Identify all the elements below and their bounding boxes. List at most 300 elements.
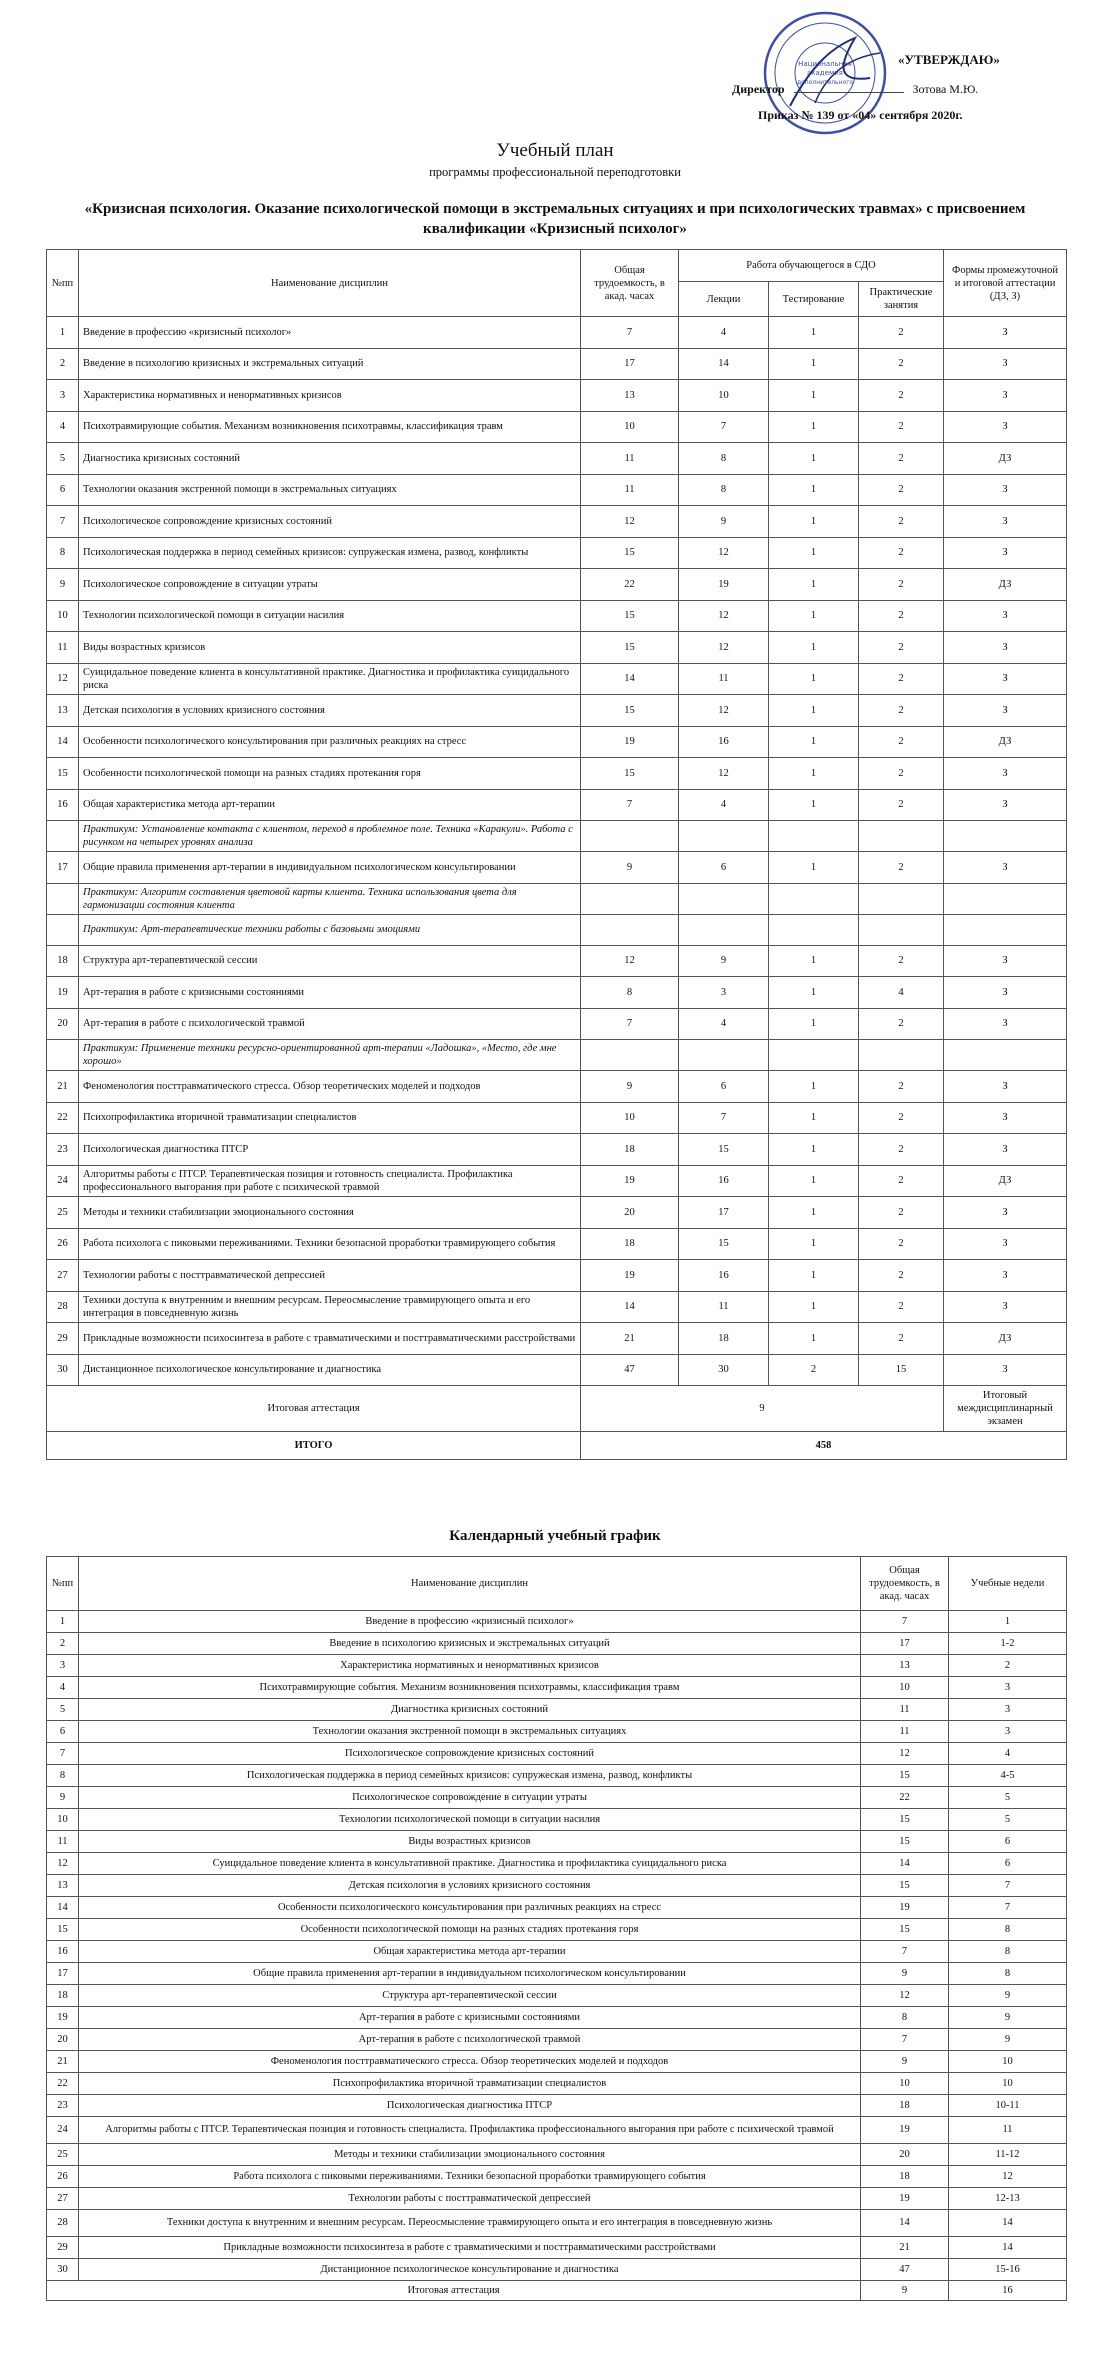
sched-weeks: 10 [949,2051,1067,2073]
sched-row-num: 28 [47,2210,79,2237]
sched-discipline-name: Техники доступа к внутренним и внешним ресурсам. Переосмысление травмирующего опыта и его интеграция в повседневную жизнь [79,2210,861,2237]
schedule-row [47,2095,1067,2117]
attestation-form: З [944,632,1067,664]
sched-discipline-name: Психологическое сопровождение в ситуации утраты [79,1787,861,1809]
total-hours: 10 [581,1102,679,1134]
sched-discipline-name: Работа психолога с пиковыми переживаниями. Техники безопасной проработки травмирующего события [79,2166,861,2188]
schedule-row [47,2259,1067,2281]
table-row [47,758,1067,790]
sched-total-hours: 11 [861,1721,949,1743]
testing-hours: 1 [769,1323,859,1355]
program-heading: «Кризисная психология. Оказание психологической помощи в экстремальных ситуациях и при психологических травмах» с присвоением квалификации «Кризисный психолог» [84,201,1026,237]
sched-row-num: 10 [47,1809,79,1831]
sched-total-hours: 17 [861,1633,949,1655]
table-row [47,474,1067,506]
practicum-empty-cell [769,914,859,945]
sched-header-total: Общая трудоемкость, в акад. часах [861,1557,949,1611]
total-hours: 19 [581,1260,679,1292]
sched-row-num: 6 [47,1721,79,1743]
sched-weeks: 9 [949,2007,1067,2029]
practical-hours: 2 [859,600,944,632]
schedule-row [47,1655,1067,1677]
testing-hours: 1 [769,506,859,538]
total-value: 458 [581,1432,1067,1460]
sched-row-num: 29 [47,2237,79,2259]
schedule-row [47,1611,1067,1633]
lecture-hours: 4 [679,1008,769,1040]
header-lectures: Лекции [679,282,769,317]
attestation-form: ДЗ [944,1323,1067,1355]
schedule-row [47,1985,1067,2007]
practical-hours: 2 [859,348,944,380]
total-hours: 15 [581,632,679,664]
practical-hours: 2 [859,506,944,538]
discipline-name: Особенности психологического консультирования при различных реакциях на стресс [79,726,581,758]
sched-total-hours: 21 [861,2237,949,2259]
final-label: Итоговая аттестация [47,1386,581,1432]
sched-total-hours: 47 [861,2259,949,2281]
row-num: 5 [47,443,79,475]
sched-total-hours: 9 [861,1963,949,1985]
sched-row-num: 27 [47,2188,79,2210]
sched-row-num: 8 [47,1765,79,1787]
practicum-empty-cell [581,1040,679,1071]
sched-total-hours: 12 [861,1743,949,1765]
header-forms: Формы промежуточной и итоговой аттестации (ДЗ, З) [944,250,1067,317]
sched-discipline-name: Методы и техники стабилизации эмоционального состояния [79,2144,861,2166]
row-num: 7 [47,506,79,538]
testing-hours: 1 [769,1102,859,1134]
practicum-row [47,1040,1067,1071]
lecture-hours: 12 [679,758,769,790]
sched-weeks: 15-16 [949,2259,1067,2281]
sched-discipline-name: Дистанционное психологическое консультирование и диагностика [79,2259,861,2281]
testing-hours: 1 [769,600,859,632]
sched-weeks: 8 [949,1919,1067,1941]
sched-discipline-name: Феноменология посттравматического стресса. Обзор теоретических моделей и подходов [79,2051,861,2073]
row-num: 13 [47,695,79,727]
testing-hours: 1 [769,726,859,758]
schedule-row [47,2007,1067,2029]
testing-hours: 1 [769,1291,859,1323]
testing-hours: 1 [769,1260,859,1292]
discipline-name: Прикладные возможности психосинтеза в работе с травматическими и посттравматическими расстройствами [79,1323,581,1355]
practical-hours: 2 [859,1102,944,1134]
total-hours: 19 [581,1165,679,1197]
practicum-row [47,821,1067,852]
practicum-empty-cell [859,821,944,852]
lecture-hours: 11 [679,1291,769,1323]
practicum-empty-cell [581,821,679,852]
sched-weeks: 10 [949,2073,1067,2095]
total-hours: 17 [581,348,679,380]
schedule-row [47,2051,1067,2073]
table-row [47,1228,1067,1260]
attestation-form: З [944,695,1067,727]
approve-label: «УТВЕРЖДАЮ» [898,52,1000,67]
testing-hours: 2 [769,1354,859,1386]
attestation-form: З [944,317,1067,349]
lecture-hours: 6 [679,1071,769,1103]
practicum-empty-cell [769,883,859,914]
sched-discipline-name: Особенности психологической помощи на разных стадиях протекания горя [79,1919,861,1941]
testing-hours: 1 [769,758,859,790]
sched-row-num: 4 [47,1677,79,1699]
table-row [47,380,1067,412]
sched-discipline-name: Общие правила применения арт-терапии в индивидуальном психологическом консультировании [79,1963,861,1985]
sched-row-num: 9 [47,1787,79,1809]
curriculum-table [46,249,1067,1460]
row-num: 21 [47,1071,79,1103]
sched-weeks: 7 [949,1875,1067,1897]
row-num: 30 [47,1354,79,1386]
schedule-row [47,2117,1067,2144]
practical-hours: 2 [859,632,944,664]
practicum-text: Практикум: Установление контакта с клиентом, переход в проблемное поле. Техника «Каракули». Работа с рисунком на четырех уровнях анализа [79,821,581,852]
lecture-hours: 12 [679,600,769,632]
discipline-name: Введение в профессию «кризисный психолог» [79,317,581,349]
practical-hours: 2 [859,758,944,790]
practicum-empty-cell [581,914,679,945]
schedule-row [47,1963,1067,1985]
row-num: 2 [47,348,79,380]
table-row [47,1165,1067,1197]
sched-row-num: 2 [47,1633,79,1655]
sched-final-label: Итоговая аттестация [47,2281,861,2301]
practical-hours: 2 [859,1260,944,1292]
sched-weeks: 4-5 [949,1765,1067,1787]
row-num: 15 [47,758,79,790]
practical-hours: 4 [859,977,944,1009]
table-row [47,789,1067,821]
lecture-hours: 4 [679,317,769,349]
testing-hours: 1 [769,569,859,601]
row-num: 23 [47,1134,79,1166]
page-subtitle: программы профессиональной переподготовки [429,165,681,179]
attestation-form: З [944,1291,1067,1323]
sched-final-weeks: 16 [949,2281,1067,2301]
lecture-hours: 4 [679,789,769,821]
discipline-name: Психологическое сопровождение в ситуации утраты [79,569,581,601]
sched-row-num: 18 [47,1985,79,2007]
total-hours: 19 [581,726,679,758]
sched-row-num: 26 [47,2166,79,2188]
total-hours: 18 [581,1134,679,1166]
practical-hours: 2 [859,695,944,727]
sched-discipline-name: Характеристика нормативных и ненормативных кризисов [79,1655,861,1677]
sched-row-num: 7 [47,1743,79,1765]
sched-discipline-name: Психопрофилактика вторичной травматизации специалистов [79,2073,861,2095]
row-num: 8 [47,537,79,569]
total-hours: 15 [581,537,679,569]
practical-hours: 2 [859,1197,944,1229]
schedule-row [47,2166,1067,2188]
lecture-hours: 15 [679,1134,769,1166]
row-num: 24 [47,1165,79,1197]
table-row [47,1008,1067,1040]
table-row [47,1354,1067,1386]
sched-discipline-name: Алгоритмы работы с ПТСР. Терапевтическая позиция и готовность специалиста. Профилактика профессионального выгорания при работе с психической травмой [79,2117,861,2144]
practical-hours: 2 [859,537,944,569]
row-num: 16 [47,789,79,821]
total-label: ИТОГО [47,1432,581,1460]
sched-discipline-name: Психологическая поддержка в период семейных кризисов: супружеская измена, развод, конфликты [79,1765,861,1787]
practicum-empty-cell [944,1040,1067,1071]
schedule-row [47,1875,1067,1897]
table-row [47,1291,1067,1323]
discipline-name: Феноменология посттравматического стресса. Обзор теоретических моделей и подходов [79,1071,581,1103]
order-line: Приказ № 139 от «04» сентября 2020г. [758,108,963,122]
sched-total-hours: 13 [861,1655,949,1677]
sched-weeks: 5 [949,1787,1067,1809]
sched-row-num: 5 [47,1699,79,1721]
sched-total-hours: 14 [861,2210,949,2237]
total-hours: 7 [581,317,679,349]
sched-weeks: 5 [949,1809,1067,1831]
sched-weeks: 8 [949,1963,1067,1985]
total-hours: 14 [581,1291,679,1323]
attestation-form: З [944,474,1067,506]
sched-weeks: 3 [949,1677,1067,1699]
table-row [47,443,1067,475]
sched-row-num: 15 [47,1919,79,1941]
table-row [47,1102,1067,1134]
attestation-form: ДЗ [944,726,1067,758]
practical-hours: 2 [859,1165,944,1197]
sched-row-num: 16 [47,1941,79,1963]
practicum-empty-cell [769,1040,859,1071]
table-row [47,695,1067,727]
schedule-row [47,1765,1067,1787]
lecture-hours: 9 [679,506,769,538]
attestation-form: З [944,1197,1067,1229]
testing-hours: 1 [769,852,859,884]
discipline-name: Диагностика кризисных состояний [79,443,581,475]
practical-hours: 2 [859,1291,944,1323]
sched-weeks: 8 [949,1941,1067,1963]
testing-hours: 1 [769,1071,859,1103]
discipline-name: Виды возрастных кризисов [79,632,581,664]
practical-hours: 2 [859,1071,944,1103]
schedule-row [47,2210,1067,2237]
lecture-hours: 16 [679,726,769,758]
lecture-hours: 7 [679,1102,769,1134]
schedule-row [47,1853,1067,1875]
practical-hours: 2 [859,443,944,475]
attestation-form: З [944,758,1067,790]
practicum-num-cell [47,1040,79,1071]
lecture-hours: 8 [679,474,769,506]
table-row [47,600,1067,632]
sched-row-num: 14 [47,1897,79,1919]
row-num: 18 [47,945,79,977]
sched-discipline-name: Детская психология в условиях кризисного состояния [79,1875,861,1897]
sched-weeks: 3 [949,1699,1067,1721]
director-name: Зотова М.Ю. [912,82,979,96]
testing-hours: 1 [769,695,859,727]
discipline-name: Психологическое сопровождение кризисных состояний [79,506,581,538]
attestation-form: З [944,1134,1067,1166]
row-num: 25 [47,1197,79,1229]
attestation-form: З [944,1354,1067,1386]
practical-hours: 2 [859,726,944,758]
practicum-num-cell [47,883,79,914]
table-row [47,945,1067,977]
discipline-name: Техники доступа к внутренним и внешним ресурсам. Переосмысление травмирующего опыта и его интеграция в повседневную жизнь [79,1291,581,1323]
sched-row-num: 22 [47,2073,79,2095]
total-hours: 9 [581,1071,679,1103]
table-row [47,852,1067,884]
total-hours: 9 [581,852,679,884]
discipline-name: Психопрофилактика вторичной травматизации специалистов [79,1102,581,1134]
total-hours: 21 [581,1323,679,1355]
discipline-name: Психологическая диагностика ПТСР [79,1134,581,1166]
testing-hours: 1 [769,1165,859,1197]
sched-weeks: 9 [949,1985,1067,2007]
row-num: 28 [47,1291,79,1323]
total-hours: 11 [581,474,679,506]
sched-weeks: 2 [949,1655,1067,1677]
schedule-row [47,2188,1067,2210]
lecture-hours: 12 [679,537,769,569]
sched-weeks: 14 [949,2210,1067,2237]
schedule-title: Календарный учебный график [449,1528,661,1544]
row-num: 26 [47,1228,79,1260]
sched-final-total: 9 [861,2281,949,2301]
practicum-text: Практикум: Применение техники ресурсно-ориентированной арт-терапии «Ладошка», «Место, где мне хорошо» [79,1040,581,1071]
sched-discipline-name: Арт-терапия в работе с психологической травмой [79,2029,861,2051]
table-row [47,1323,1067,1355]
sched-weeks: 4 [949,1743,1067,1765]
testing-hours: 1 [769,632,859,664]
sched-header-num: №пп [47,1557,79,1611]
table-row [47,317,1067,349]
header-practical: Практические занятия [859,282,944,317]
table-row [47,506,1067,538]
practicum-empty-cell [679,883,769,914]
sched-weeks: 1-2 [949,1633,1067,1655]
sched-row-num: 25 [47,2144,79,2166]
sched-total-hours: 19 [861,2188,949,2210]
practical-hours: 2 [859,1323,944,1355]
testing-hours: 1 [769,317,859,349]
sched-discipline-name: Виды возрастных кризисов [79,1831,861,1853]
lecture-hours: 19 [679,569,769,601]
sched-row-num: 12 [47,1853,79,1875]
schedule-row [47,2029,1067,2051]
schedule-row [47,1721,1067,1743]
sched-total-hours: 11 [861,1699,949,1721]
testing-hours: 1 [769,474,859,506]
practicum-empty-cell [944,883,1067,914]
sched-weeks: 14 [949,2237,1067,2259]
sched-row-num: 30 [47,2259,79,2281]
lecture-hours: 12 [679,632,769,664]
schedule-body [47,1611,1067,2281]
practicum-empty-cell [859,1040,944,1071]
curriculum-body [47,317,1067,1386]
lecture-hours: 18 [679,1323,769,1355]
approval-block [732,38,1048,148]
attestation-form: З [944,348,1067,380]
testing-hours: 1 [769,663,859,695]
discipline-name: Особенности психологической помощи на разных стадиях протекания горя [79,758,581,790]
lecture-hours: 8 [679,443,769,475]
row-num: 9 [47,569,79,601]
svg-text:Национальная: Национальная [798,60,852,68]
sched-total-hours: 8 [861,2007,949,2029]
total-hours: 11 [581,443,679,475]
testing-hours: 1 [769,1228,859,1260]
sched-total-hours: 10 [861,2073,949,2095]
schedule-row [47,1677,1067,1699]
testing-hours: 1 [769,348,859,380]
sched-row-num: 23 [47,2095,79,2117]
sched-row-num: 11 [47,1831,79,1853]
sched-weeks: 12-13 [949,2188,1067,2210]
row-num: 14 [47,726,79,758]
discipline-name: Структура арт-терапевтической сессии [79,945,581,977]
practicum-num-cell [47,914,79,945]
schedule-row [47,1699,1067,1721]
row-num: 19 [47,977,79,1009]
sched-weeks: 3 [949,1721,1067,1743]
attestation-form: З [944,411,1067,443]
practical-hours: 2 [859,569,944,601]
total-hours: 7 [581,1008,679,1040]
sched-total-hours: 15 [861,1809,949,1831]
sched-total-hours: 19 [861,2117,949,2144]
sched-discipline-name: Суицидальное поведение клиента в консультативной практике. Диагностика и профилактика суицидального риска [79,1853,861,1875]
sched-discipline-name: Общая характеристика метода арт-терапии [79,1941,861,1963]
practical-hours: 2 [859,317,944,349]
sched-total-hours: 18 [861,2166,949,2188]
attestation-form: З [944,852,1067,884]
sched-row-num: 24 [47,2117,79,2144]
practicum-row [47,883,1067,914]
row-num: 1 [47,317,79,349]
sched-total-hours: 7 [861,1941,949,1963]
practical-hours: 2 [859,945,944,977]
attestation-form: З [944,945,1067,977]
sched-total-hours: 10 [861,1677,949,1699]
final-form: Итоговый междисциплинарный экзамен [944,1386,1067,1432]
practicum-text: Практикум: Алгоритм составления цветовой карты клиента. Техника использования цвета для гармонизации состояния клиента [79,883,581,914]
table-row [47,569,1067,601]
total-hours: 15 [581,600,679,632]
schedule-row [47,1633,1067,1655]
discipline-name: Арт-терапия в работе с психологической травмой [79,1008,581,1040]
header-testing: Тестирование [769,282,859,317]
total-hours: 15 [581,758,679,790]
attestation-form: З [944,1228,1067,1260]
sched-total-hours: 22 [861,1787,949,1809]
testing-hours: 1 [769,1197,859,1229]
sched-total-hours: 15 [861,1875,949,1897]
sched-weeks: 10-11 [949,2095,1067,2117]
discipline-name: Характеристика нормативных и ненормативных кризисов [79,380,581,412]
table-row [47,348,1067,380]
sched-total-hours: 18 [861,2095,949,2117]
discipline-name: Детская психология в условиях кризисного состояния [79,695,581,727]
attestation-form: З [944,600,1067,632]
sched-header-name: Наименование дисциплин [79,1557,861,1611]
practical-hours: 2 [859,1134,944,1166]
signature-line [794,92,904,93]
director-label: Директор [732,82,785,96]
discipline-name: Технологии оказания экстренной помощи в экстремальных ситуациях [79,474,581,506]
row-num: 4 [47,411,79,443]
